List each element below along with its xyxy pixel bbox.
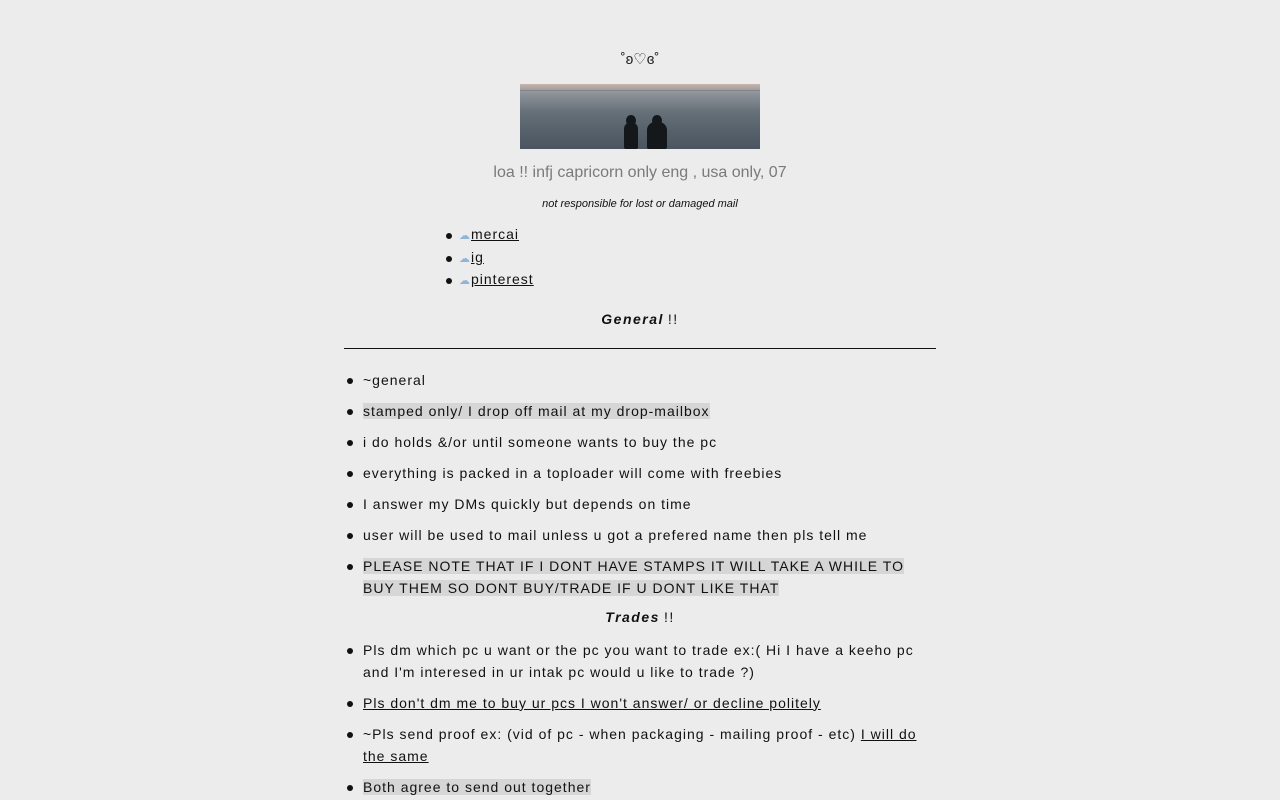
trade-rule-item <box>363 723 936 767</box>
link-item-mercai <box>459 226 936 249</box>
general-rule-item <box>363 524 936 546</box>
page-title: ˚ʚ♡ɞ˚ <box>620 51 660 68</box>
ig-link[interactable] <box>459 249 484 265</box>
section-divider <box>344 348 936 349</box>
general-rule-item <box>363 493 936 515</box>
general-rules-list <box>344 369 936 599</box>
rule-text: ~general <box>363 371 426 388</box>
rule-text: user will be used to mail unless u got a prefered name then pls tell me <box>363 526 868 543</box>
figure-left-head <box>626 115 636 126</box>
general-rule-item <box>363 400 936 422</box>
banner-image <box>520 84 760 149</box>
profile-bio: loa !! infj capricorn only eng , usa only, 07 <box>493 164 787 181</box>
mercai-link[interactable] <box>459 226 519 242</box>
link-label: ig <box>471 248 484 265</box>
general-heading-text: General <box>601 310 664 327</box>
general-heading-suffix: !! <box>667 310 679 327</box>
trades-heading-suffix: !! <box>663 608 675 625</box>
rule-text: I answer my DMs quickly but depends on time <box>363 495 692 512</box>
horizon-line <box>520 90 760 91</box>
social-links <box>344 226 936 294</box>
page-content <box>344 0 936 798</box>
cloud-icon: ☁ <box>459 252 470 265</box>
link-item-pinterest <box>459 271 936 294</box>
trade-rule-item <box>363 692 936 714</box>
rule-text-highlighted: PLEASE NOTE THAT IF I DONT HAVE STAMPS IT WILL TAKE A WHILE TO BUY THEM SO DONT BUY/TRADE IF U DONT LIKE THAT <box>363 557 904 596</box>
general-rule-item <box>363 462 936 484</box>
trades-heading-text: Trades <box>605 608 660 625</box>
trades-heading <box>344 609 936 625</box>
rule-text: Pls dm which pc u want or the pc you want to trade ex:( Hi I have a keeho pc and I'm interesed in ur intak pc would u like to trade ?) <box>363 641 914 680</box>
rule-text-highlighted: Both agree to send out together <box>363 778 591 795</box>
cloud-icon: ☁ <box>459 275 470 287</box>
trade-rule-item <box>363 639 936 683</box>
figure-right-head <box>652 115 662 126</box>
general-rule-item <box>363 431 936 453</box>
rule-text-highlighted: stamped only/ I drop off mail at my drop-mailbox <box>363 402 710 419</box>
rule-text: i do holds &/or until someone wants to buy the pc <box>363 433 718 450</box>
link-item-ig <box>459 249 936 272</box>
link-label: pinterest <box>471 271 534 287</box>
general-rule-item <box>363 369 936 391</box>
cloud-icon: ☁ <box>459 230 470 242</box>
rule-text-underlined: Pls don't dm me to buy ur pcs I won't answer/ or decline politely <box>363 694 821 711</box>
figure-left <box>624 122 638 149</box>
link-label: mercai <box>471 226 520 242</box>
pinterest-link[interactable] <box>459 271 534 287</box>
rule-text: ~Pls send proof ex: (vid of pc - when packaging - mailing proof - etc) <box>363 725 856 742</box>
trades-rules-list <box>344 639 936 798</box>
trade-rule-item <box>363 776 936 798</box>
disclaimer-note: not responsible for lost or damaged mail <box>542 198 738 210</box>
rule-text-underlined: I will do the same <box>363 725 917 764</box>
general-rule-item <box>363 555 936 599</box>
figure-right <box>647 122 667 149</box>
general-heading <box>344 311 936 327</box>
rule-text: everything is packed in a toploader will come with freebies <box>363 464 783 481</box>
